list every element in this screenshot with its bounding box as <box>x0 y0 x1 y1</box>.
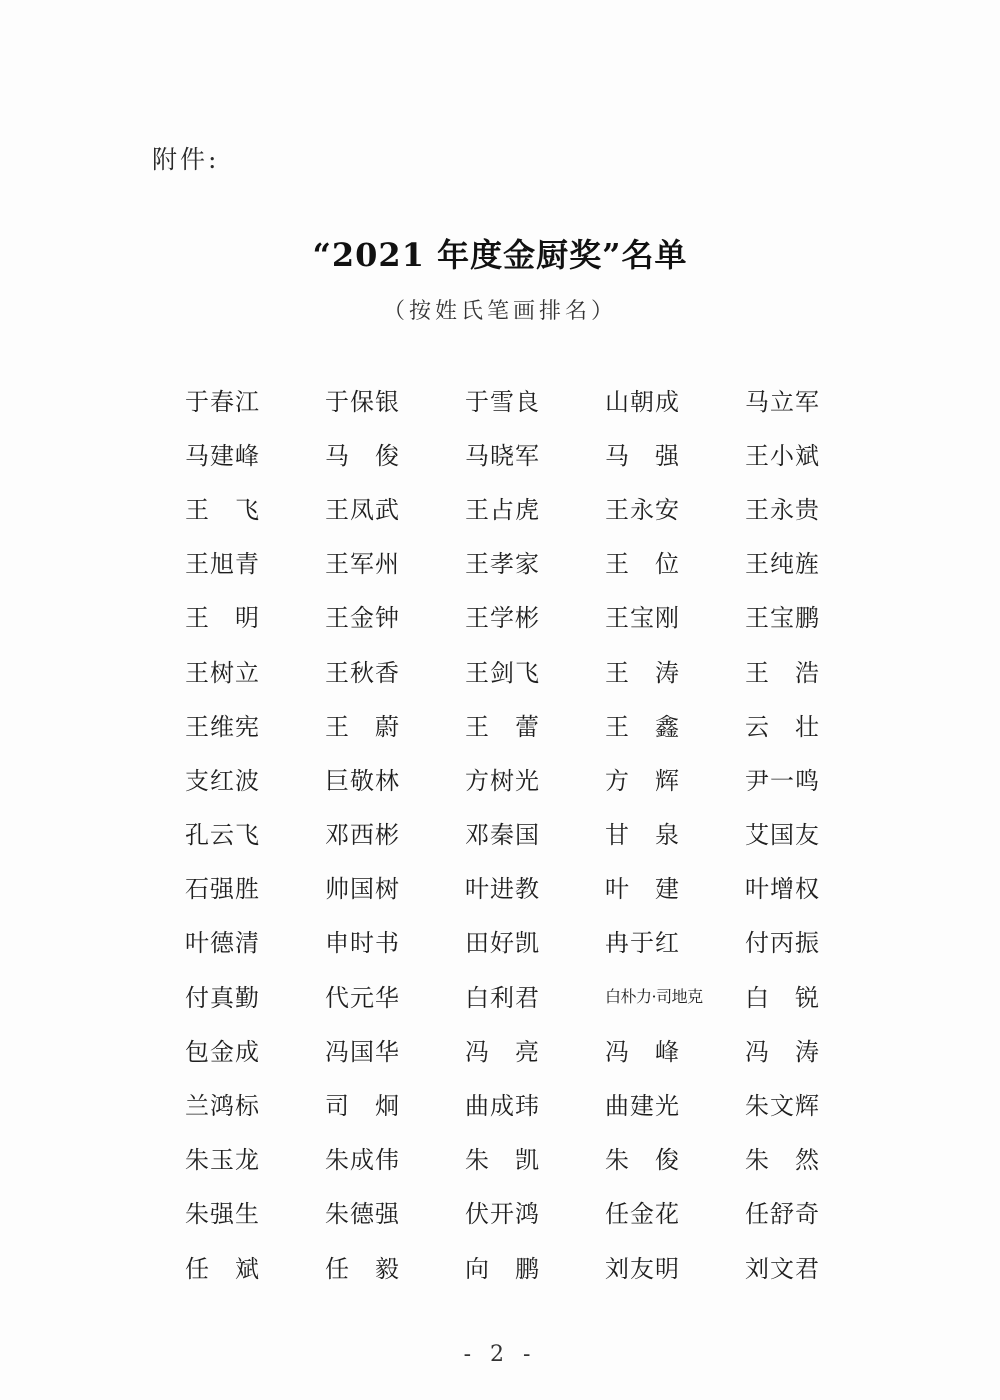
name-text: 马建峰 <box>185 441 259 470</box>
name-text: 王 明 <box>185 604 259 633</box>
name-entry <box>150 535 290 589</box>
name-entry <box>290 860 430 914</box>
name-text: 冯 亮 <box>465 1037 539 1066</box>
name-text: 山朝成 <box>605 387 679 416</box>
name-entry <box>430 968 570 1022</box>
name-text: 包金成 <box>185 1037 259 1066</box>
name-entry <box>570 1131 710 1185</box>
name-text: 付丙振 <box>745 929 819 958</box>
name-entry <box>290 1185 430 1239</box>
names-list <box>150 372 850 1293</box>
document-title: “2021 年度金厨奖”名单 <box>312 236 688 274</box>
document-subtitle: （按姓氏笔画排名） <box>382 299 617 324</box>
name-entry <box>290 1076 430 1130</box>
name-entry <box>150 426 290 480</box>
name-text: 王剑飞 <box>465 658 539 687</box>
name-text: 王军州 <box>325 550 399 579</box>
name-entry <box>290 1131 430 1185</box>
name-text: 马 强 <box>605 441 679 470</box>
name-text: 朱成伟 <box>325 1146 399 1175</box>
name-entry <box>290 697 430 751</box>
name-entry <box>150 1022 290 1076</box>
name-text: 尹一鸣 <box>745 766 819 795</box>
name-entry <box>570 806 710 860</box>
name-entry <box>710 751 850 805</box>
name-text: 王纯旌 <box>745 550 819 579</box>
name-text: 冉于红 <box>605 929 679 958</box>
name-entry <box>570 480 710 534</box>
name-entry <box>570 372 710 426</box>
name-entry <box>710 643 850 697</box>
name-text: 白朴力·司地克 <box>605 986 703 1006</box>
name-entry <box>150 1239 290 1293</box>
name-entry <box>430 1185 570 1239</box>
name-text: 白利君 <box>465 983 539 1012</box>
name-text: 王 蔚 <box>325 712 399 741</box>
name-entry <box>290 480 430 534</box>
name-text: 于雪良 <box>465 387 539 416</box>
name-text: 王宝刚 <box>605 604 679 633</box>
name-text: 艾国友 <box>745 821 819 850</box>
name-entry <box>710 860 850 914</box>
name-text: 朱 然 <box>745 1146 819 1175</box>
name-text: 伏开鸿 <box>465 1200 539 1229</box>
name-text: 朱 凯 <box>465 1146 539 1175</box>
name-text: 刘友明 <box>605 1254 679 1283</box>
name-entry <box>150 697 290 751</box>
name-text: 方 辉 <box>605 766 679 795</box>
name-entry <box>710 589 850 643</box>
name-text: 于春江 <box>185 387 259 416</box>
name-entry <box>290 751 430 805</box>
attachment-label: 附件: <box>152 145 220 174</box>
name-entry <box>290 426 430 480</box>
name-text: 冯 峰 <box>605 1037 679 1066</box>
name-text: 任金花 <box>605 1200 679 1229</box>
name-entry <box>710 1239 850 1293</box>
name-entry <box>570 1022 710 1076</box>
name-text: 叶 建 <box>605 875 679 904</box>
name-entry <box>570 1185 710 1239</box>
name-entry <box>430 1076 570 1130</box>
name-entry <box>430 1239 570 1293</box>
name-text: 冯 涛 <box>745 1037 819 1066</box>
name-text: 任舒奇 <box>745 1200 819 1229</box>
name-entry <box>290 1022 430 1076</box>
name-entry <box>710 480 850 534</box>
name-text: 支红波 <box>185 766 259 795</box>
name-entry <box>150 372 290 426</box>
name-text: 朱玉龙 <box>185 1146 259 1175</box>
name-entry <box>430 480 570 534</box>
name-text: 叶进教 <box>465 875 539 904</box>
name-text: 于保银 <box>325 387 399 416</box>
name-text: 任 毅 <box>325 1254 399 1283</box>
name-entry <box>290 806 430 860</box>
name-text: 叶德清 <box>185 929 259 958</box>
name-entry <box>150 643 290 697</box>
name-text: 邓西彬 <box>325 821 399 850</box>
name-text: 朱文辉 <box>745 1092 819 1121</box>
name-text: 王占虎 <box>465 495 539 524</box>
name-text: 刘文君 <box>745 1254 819 1283</box>
name-text: 王 涛 <box>605 658 679 687</box>
name-entry <box>570 751 710 805</box>
name-entry <box>570 535 710 589</box>
name-text: 马立军 <box>745 387 819 416</box>
name-entry <box>150 860 290 914</box>
name-entry <box>710 806 850 860</box>
name-entry <box>430 1131 570 1185</box>
name-text: 任 斌 <box>185 1254 259 1283</box>
name-entry <box>150 1131 290 1185</box>
name-text: 付真勤 <box>185 983 259 1012</box>
name-entry <box>430 914 570 968</box>
name-text: 朱强生 <box>185 1200 259 1229</box>
name-entry <box>290 589 430 643</box>
name-entry <box>150 589 290 643</box>
name-entry <box>430 860 570 914</box>
name-entry <box>430 1022 570 1076</box>
page-number: - 2 - <box>463 1342 537 1367</box>
name-text: 王秋香 <box>325 658 399 687</box>
name-entry <box>150 914 290 968</box>
name-text: 申时书 <box>325 929 399 958</box>
name-entry <box>150 968 290 1022</box>
name-text: 王凤武 <box>325 495 399 524</box>
name-entry <box>710 968 850 1022</box>
name-text: 王树立 <box>185 658 259 687</box>
name-entry <box>430 535 570 589</box>
name-entry <box>570 697 710 751</box>
name-entry <box>430 372 570 426</box>
name-text: 王 浩 <box>745 658 819 687</box>
name-entry <box>150 1185 290 1239</box>
name-entry <box>290 535 430 589</box>
name-text: 王 飞 <box>185 495 259 524</box>
name-text: 王 位 <box>605 550 679 579</box>
name-text: 王 鑫 <box>605 712 679 741</box>
name-text: 叶增权 <box>745 875 819 904</box>
name-text: 王维宪 <box>185 712 259 741</box>
name-text: 冯国华 <box>325 1037 399 1066</box>
name-entry <box>290 643 430 697</box>
name-entry <box>150 806 290 860</box>
name-entry <box>710 535 850 589</box>
name-text: 王宝鹏 <box>745 604 819 633</box>
name-entry <box>570 643 710 697</box>
name-entry <box>430 806 570 860</box>
name-text: 邓秦国 <box>465 821 539 850</box>
name-entry <box>710 1131 850 1185</box>
name-text: 向 鹏 <box>465 1254 539 1283</box>
name-entry <box>710 1076 850 1130</box>
name-text: 方树光 <box>465 766 539 795</box>
name-entry <box>570 589 710 643</box>
name-text: 王旭青 <box>185 550 259 579</box>
name-entry <box>430 697 570 751</box>
name-entry <box>290 1239 430 1293</box>
name-entry <box>290 914 430 968</box>
name-entry <box>430 426 570 480</box>
name-entry <box>570 1239 710 1293</box>
name-text: 巨敬林 <box>325 766 399 795</box>
name-entry <box>150 480 290 534</box>
name-entry <box>150 1076 290 1130</box>
name-text: 甘 泉 <box>605 821 679 850</box>
name-text: 王 蕾 <box>465 712 539 741</box>
name-entry <box>290 372 430 426</box>
name-entry <box>570 860 710 914</box>
name-entry <box>150 751 290 805</box>
name-text: 曲成玮 <box>465 1092 539 1121</box>
name-text: 帅国树 <box>325 875 399 904</box>
name-text: 朱 俊 <box>605 1146 679 1175</box>
name-entry <box>710 1185 850 1239</box>
name-text: 兰鸿标 <box>185 1092 259 1121</box>
name-entry <box>710 1022 850 1076</box>
name-text: 石强胜 <box>185 875 259 904</box>
name-text: 司 炯 <box>325 1092 399 1121</box>
name-text: 王永贵 <box>745 495 819 524</box>
name-text: 王金钟 <box>325 604 399 633</box>
name-text: 曲建光 <box>605 1092 679 1121</box>
name-entry <box>430 643 570 697</box>
name-entry <box>710 914 850 968</box>
name-entry <box>710 372 850 426</box>
name-text: 孔云飞 <box>185 821 259 850</box>
name-entry <box>430 751 570 805</box>
name-entry <box>570 1076 710 1130</box>
name-text: 马晓军 <box>465 441 539 470</box>
name-text: 马 俊 <box>325 441 399 470</box>
name-entry <box>570 968 710 1022</box>
name-text: 王学彬 <box>465 604 539 633</box>
name-text: 王永安 <box>605 495 679 524</box>
name-text: 王孝家 <box>465 550 539 579</box>
name-text: 朱德强 <box>325 1200 399 1229</box>
name-text: 王小斌 <box>745 441 819 470</box>
name-entry <box>570 914 710 968</box>
name-entry <box>430 589 570 643</box>
name-text: 白 锐 <box>745 983 819 1012</box>
name-entry <box>710 697 850 751</box>
name-entry <box>710 426 850 480</box>
name-text: 云 壮 <box>745 712 819 741</box>
name-entry <box>570 426 710 480</box>
name-text: 代元华 <box>325 983 399 1012</box>
name-text: 田好凯 <box>465 929 539 958</box>
name-entry <box>290 968 430 1022</box>
